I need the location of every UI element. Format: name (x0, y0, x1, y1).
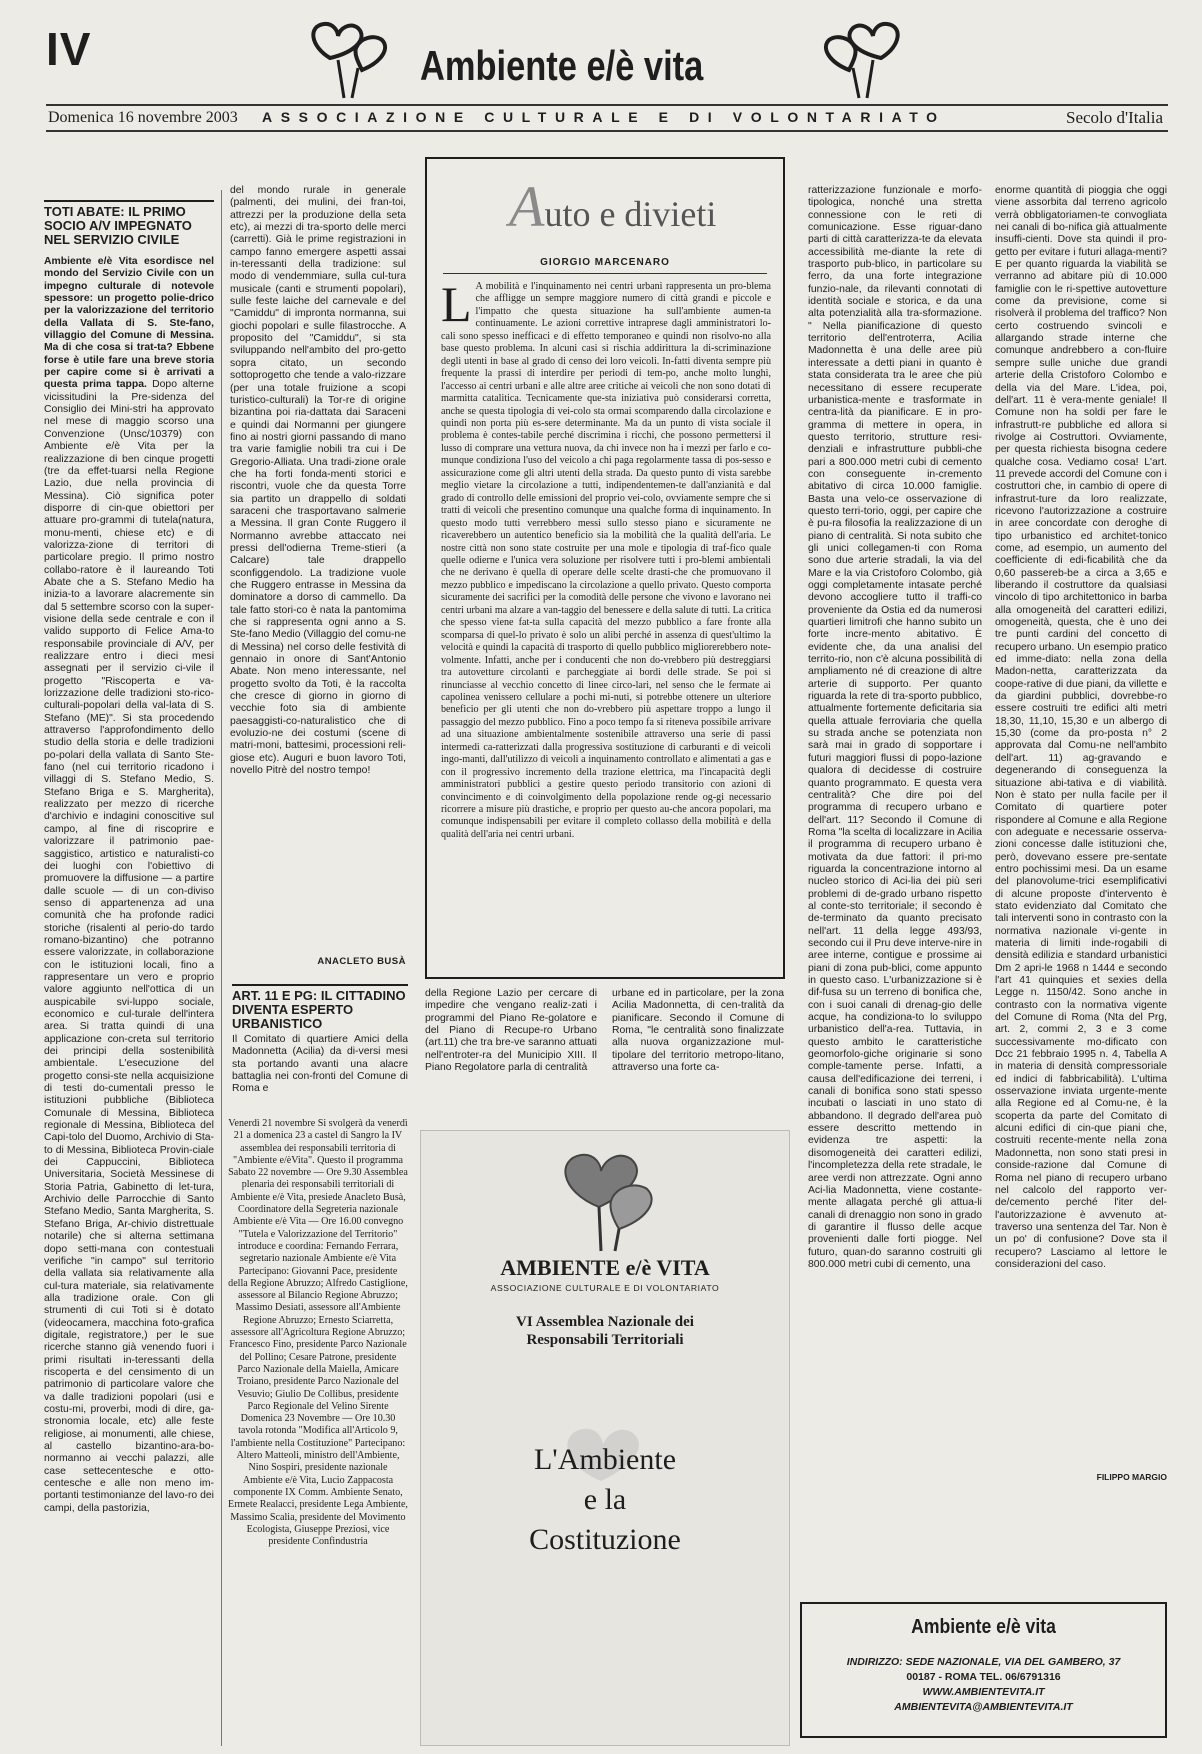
contact-title: Ambiente e/è vita (911, 1616, 1056, 1638)
article2-column3: urbane ed in particolare, per la zona Acilia Madonnetta, di cen-tralità da pianificare. Secondo il Comune di Roma, "le centralità sono finalizzate alla nuova organizzazione mul-tipolare del territorio metropo-litano, attraverso una forte ca- (612, 988, 784, 1074)
contact-address: INDIRIZZO: SEDE NAZIONALE, VIA DEL GAMBERO, 37 (846, 1656, 1121, 1668)
masthead-rule-bottom (46, 130, 1168, 132)
article1-lead: Ambiente e/è Vita esordisce nel mondo del Servizio Civile con un impegno culturale di notevole spessore: un progetto polie-drico per la valorizzazione del territorio della Vallata di S. Ste-fano, villaggio del Comune di Messina. Ma di che cosa si trat-ta? Ebbene forse è utile fare una breve storia per capire come si è arrivati a questa prima tappa. (44, 256, 214, 391)
advert-line3: Costituzione (529, 1523, 681, 1556)
assembly-advert (420, 1130, 790, 1746)
masthead-date: Domenica 16 novembre 2003 (48, 109, 238, 126)
editorial-author-rule (443, 273, 767, 274)
editorial-drop-cap: L (441, 281, 472, 332)
article2-author: FILIPPO MARGIO (1096, 1472, 1167, 1482)
assembly-program: Venerdì 21 novembre Si svolgerà da venerdì 21 a domenica 23 a castel di Sangro la IV assemblea dei responsabili territoria di "Ambiente e/èVita". Questo il programma Sabato 22 novembre — Ore 9.30 Assemblea plenaria dei responsabili territoriali di Ambiente e/è Vita, presiede Anacleto Busà, Coordinatore della Segreteria nazionale Ambiente e/è Vita — Ore 16.00 convegno "Tutela e Valorizzazione del Territorio" introduce e coordina: Fernando Ferrara, segretario nazionale Ambiente e/è Vita Partecipano: Giovanni Pace, presidente della Regione Abruzzo; Alfredo Castiglione, assessore al Bilancio Regione Abruzzo; Massimo Desiati, assessore all'Ambiente Regione Abruzzo; Ernesto Sciarretta, assessore all'Agricoltura Regione Abruzzo; Francesco Fino, presidente Parco Nazionale del Pollino; Cesare Patrone, presidente Parco Nazionale della Maiella, Amicare Troiano, presidente Parco Nazionale del Vesuvio; Giulio De Collibus, presidente Parco Regionale del Velino Sirente Domenica 23 Novembre — Ore 10.30 tavola rotonda "Modifica all'Articolo 9, l'ambiente nella Costituzione" Partecipano: Altero Matteoli, ministro dell'Ambiente, Nino Sospiri, presidente nazionale Ambiente e/è Vita, Lucio Zappacosta componente IX Comm. Ambiente Senato, Ermete Realacci, presidente Lega Ambiente, Massimo Scalia, presidente del Movimento Ecologista, Giuseppe Preziosi, vice presidente Confindustria (228, 1118, 408, 1548)
article1-author: ANACLETO BUSÀ (317, 956, 406, 967)
masthead-title: Ambiente e/è vita (420, 42, 704, 89)
masthead-publication: Secolo d'Italia (1066, 108, 1164, 127)
advert-brand-subtitle: ASSOCIAZIONE CULTURALE E DI VOLONTARIATO (490, 1283, 720, 1293)
contact-box (800, 1602, 1167, 1738)
editorial-body (441, 281, 771, 971)
contact-phone: 00187 - ROMA TEL. 06/6791316 (906, 1671, 1061, 1683)
contact-website[interactable]: WWW.AMBIENTEVITA.IT (922, 1686, 1045, 1698)
article1-headline: TOTI ABATE: IL PRIMO SOCIO A/V IMPEGNATO NEL SERVIZIO CIVILE (44, 200, 214, 247)
article2-column1: Il Comitato di quartiere Amici della Madonnetta (Acilia) da di-versi mesi sta portando avanti una alacre battaglia nei con-fronti del Comune di Roma e (232, 1034, 408, 1095)
editorial-title (509, 173, 716, 240)
article1-column2: del mondo rurale in generale (palmenti, dei mulini, dei fran-toi, attrezzi per la produzione della seta etc), ai mezzi di tra-sporto delle merci (carretti). Già le prime registrazioni in campo fanno emergere aspetti assai in-teressanti della tradizione: sul modo di vendemmiare, sulla cul-tura musicale (canti e strumenti popolari), sulle feste laiche del carnevale e del "Camiddu" di impronta normanna, sui giochi popolari e sulle filastrocche. A proposito del "Camiddu", si sta sviluppando nell'ambito del pro-getto sopra citato, un secondo sottoprogetto che tende a valo-rizzare (per una totale fruizione a scopi turistico-culturali) la Tor-re di origine bizantina poi ria-dattata dai Saraceni e quindi dai Normanni per giungere fino ai nostri giorni passando di mano tra varie famiglie nobili tra cui i De Gregorio-Alliata. Una tradi-zione orale che ha forti fonda-menti storici e riscontri, vuole che da questa Torre sia partito un drappello di soldati saraceni che trasportavano salmerie a Messina. Il gran Conte Ruggero il Normanno avrebbe attaccato nei pressi dell'odierna Treme-stieri (a Calcare) tale drappello sconfiggendolo. La tradizione vuole che Ruggero entrasse in Messina da dominatore a dorso di cammello. Da tale fatto stori-co è nata la pantomima che si rappresenta ogni anno a S. Ste-fano Medio (Villaggio del comu-ne di Messina) nel corso delle festività di gennaio in onore di Sant'Antonio Abate. Non meno interessante, nel progetto svolto da Toti, è la raccolta che cresce di giorno in giorno di vecchie foto sia di ambiente paesaggisti-co-naturalistico che di evoluzio-ne dei costumi (scene di matri-moni, battesimi, processioni reli-giose etc). Auguri e buon lavoro Toti, novello Pitrè del nostro tempo! (230, 185, 406, 777)
advert-brand: AMBIENTE e/è VITA (500, 1255, 710, 1280)
article2-headline: ART. 11 E PG: IL CITTADINO DIVENTA ESPERTO URBANISTICO (232, 984, 408, 1031)
editorial-author: GIORGIO MARCENARO (540, 257, 670, 268)
editorial-title-rest: uto e divieti (544, 194, 717, 234)
article2-column2: della Regione Lazio per cercare di impedire che vengano realiz-zati i programmi del Piano Re-golatore e del Piano di Recupe-ro Urbano (art.11) che tra bre-ve saranno attuati nell'entroter-ra del Municipio XIII. Il Piano Regolatore parla di centralità (425, 988, 597, 1074)
article1-body-col1: Dopo alterne vicissitudini la Pre-sidenza del Consiglio dei Mini-stri ha approvato nel mese di maggio scorso una Convenzione (Unsc/10379) con Ambiente e/è Vita per la realizzazione di ben cinque progetti (tre da effet-tuarsi nella Regione Lazio, due nella provincia di Messina). Ciò significa poter disporre di cin-que obiettori per attuare pro-grammi di tutela(natura, monu-menti, chiese etc) e di valorizza-zione di territori di particolare pregio. Il primo nostro collabo-ratore è il laureando Toti Abate che a S. Stefano Medio ha inizia-to a lavorare alacremente sin dal 5 settembre scorso con la super-visione della sede centrale e con il valido supporto di Felice Ama-to responsabile provinciale di A/V, per realizzare entro i dieci mesi assegnati per il servizio ci-vile il progetto "Riscoperta e va-lorizzazione delle tradizioni sto-rico-culturali-popolari della val-lata di S. Stefano (ME)". Si sta procedendo attraverso l'approfondimento dello studio della storia e delle tradizioni po-polari della vallata di Santo Ste-fano (nel cui territorio ricadono i villaggi di S. Stefano Medio, S. Stefano Briga e S. Margherita), realizzato per mezzo di ricerche d'archivio e indagini conoscitive sul campo, al fine di riscoprire e valorizzare il patrimonio pae-saggistico, artistico e naturalisti-co dei luoghi con l'obiettivo di promuovere la diffusione — a partire dalle scuole — di un con-diviso senso di appartenenza ad una comunità che ha profonde radici storiche (risalenti al perio-do tardo romano-bizantino) che potranno essere valorizzate, in collaborazione con le istituzioni locali, fino a rappresentare un vero e proprio valore aggiunto nell'ottica di un auspicabile svi-luppo sociale, economico e cul-turale dell'intera area. Si tratta quindi di una applicazione con-creta sul territorio dei principi della sostenibilità ambientale. L'esecuzione del progetto consi-ste nella acquisizione di testi do-cumentali presso le istituzioni pubbliche (Biblioteca Comunale di Messina, Biblioteca regionale di Messina, Biblioteca del Capi-tolo del Duomo, Archivio di Sta-to di Messina, Biblioteca Provin-ciale dei Cappuccini, Biblioteca Universitaria, Società Messinese di Storia Patria, Gabinetto di let-tura, Archivio delle Parrocchie di Santo Stefano Medio, Santa Margherita, S. Stefano Briga, Ar-chivio distrettuale notarile) che si alterna settimana dopo setti-mana con contestuali verifiche "in campo" sul territorio della vallata sia relativamente alla cul-tura materiale, sia relativamente alla tradizione orale. Con gli strumenti di cui Toti si è dotato (videocamera, macchina foto-grafica digitale, registratore,) per le sue ricerche stanno già venendo fuori i primi risultati in-teressanti della riscoperta e del censimento di un patrimonio di particolare valore che va dalle tradizioni popolari (usi e costu-mi, proverbi, modi di dire, ga-stronomia locale, etc) alle feste religiose, ai monumenti, alle chiese, al castello bizantino-ara-bo-normanno ai vecchi palazzi, alle case settecentesche e otto-centesche e alle non meno im-portanti testimonianze del lavo-ro dei campi, della pastorizia, (44, 379, 214, 1514)
editorial-title-initial: A (509, 174, 545, 239)
contact-email[interactable]: AMBIENTEVITA@AMBIENTEVITA.IT (894, 1701, 1073, 1713)
article1-column1 (44, 256, 214, 1746)
article2-column5: enorme quantità di pioggia che oggi viene assorbita dal terreno agricolo verrà obbligatoriamen-te convogliata nei canali di bo-nifica già attualmente insuffi-cienti. Dove sta quindi il pro-getto per evitare i futuri allaga-menti? E per quanto riguarda la viabilità se verranno ad abitare più di 10.000 famiglie con le ri-spettive autovetture come da previsione, come si risolverà il problema del traffico? Non certo costruendo svincoli e allargando strade interne che comunque andrebbero a con-fluire sempre sulle uniche due grandi arterie della Cristoforo Colombo e della via del Mare. L'idea, poi, dell'art. 11 è vera-mente geniale! Il Comune non ha soldi per fare le infrastrutt-re pubbliche ed allora si rivolge ai Costruttori. Ovviamente, per questa richiesta bisogna cedere qualche cosa. Vediamo cosa! L'art. 11 prevede accordi del Comune con i costruttori che, in cambio di opere di infrastrut-ture da loro realizzate, ricevono l'autorizzazione a costruire in aree concordate con deroghe di tipo urbanistico ed architet-tonico come, ad esempio, un aumento del coefficiente di edi-ficabilità che da 0,60 passereb-be a circa a 3,65 e liberando il costruttore da qualsiasi vincolo di tipo architettonico in barba alla omogeneità del caratteri edilizi, omogeneità, questa, che è uno dei tre punti cardini del concetto di recupero urbano. Un esempio pratico ed imme-diato: nella zona della Madon-netta, caratterizzata da coope-rative di due piani, da villette e da giardini pubblici, dovrebbe-ro essere costruiti tre edifici alti metri 18,30, 11,10, 15,30 e un albergo di 15,30 (come da pro-posta n° 2 approvata dal Comu-ne nell'ambito dell'art. 11) ag-gravando e degenerando di conseguenza la situazione abi-tativa e di viabilità. Non è stato per nulla facile per il Comitato di quartiere poter rispondere al Comune e alla Regione con adeguate e necessarie osserva-zioni concesse dalle istituzioni che, però, dovevano essere pre-sentate entro pochissimi mesi. Da un esame del planovolume-trici esemplificativi di alcune proposte d'intervento è stato evidenziato dal Comitato che tali interventi sono in contrasto con la normativa nazionale vi-gente in materia di limiti inde-rogabili di densità edilizia e standard urbanistici Dm 2 apri-le 1968 n 1444 e secondo l'art 41 quinquies et sexies della Legge n. 1150/42. Sono anche in contrasto con la normativa vigente del Comune di Roma (Nta del Prg, art. 2, commi 2, 3 e 3 come successivamente mo-dificato con Dcc 21 febbraio 1995 n. 4, Tabella A in materia di densità compressoriale ed indici di fabbricabilità). L'ultima osservazione inviata urgente-mente alla Regione ed al Comu-ne, è la scoperta da parte del Comitato di alcuni edifici di cin-que piani che, costruiti recente-mente nella zona Madonnetta, non sono stati presi in conside-razione dal Comune di Roma nel piano di recupero urbano nel calcolo del rapporto ver-de/cemento perché l'iter del-l'autorizzazione è avvenuto at-traverso una sentenza del Tar. Non è un po' di confusione? Dove sta il recupero? Lasciamo al lettore le considerazioni del caso. (995, 185, 1167, 1270)
hearts-logo-left-icon (300, 18, 396, 100)
editorial-text: A mobilità e l'inquinamento nei centri urbani rappresenta un pro-blema che affligge un sempre maggiore numero di città grandi e piccole e l'impatto che questa situazione ha sull'ambiente aumen-ta continuamente. Le azioni correttive intraprese dagli amministratori lo-cali sono spesso inefficaci e di effetto temporaneo e quindi non risolvo-no alla base questo problema. In alcuni casi si rischia addirittura la di-scriminazione degli utenti in base al grado di censo dei loro veicoli. In-fatti diventa sempre più frequente la prassi di interdire per periodi di tem-po, anche molto lunghi, l'accesso ai centri urbani e alle altre aree critiche ai veicoli che non sono dotati di marmitta catalitica. Tecnicamente que-sta iniziativa può considerarsi corretta, anche se questa tipologia di vei-colo sta ormai scomparendo dalla circolazione e quindi non porta più es-sere determinante. Ma da un punto di vista sociale il problema è contes-tabile perché discrimina i ricchi, che possono permettersi il lusso di comprare una vettura nuova, da chi invece non ha i mezzi per farlo e co-munque condiziona l'uso del veicolo a chi paga regolarmente tassa di pos-sesso e assicurazione come gli altri utenti della strada. Da questo punto di vista sarebbe meglio vietare la circolazione a tutti, indipendentemen-te dall'anzianità e dal grado di controllo delle emissioni del proprio vei-colo, ovviamente sempre che si tratti di veicoli che presentino comunque una qualche forma di inquinamento. In questo modo tutti verrebbero messi sullo stesso piano e sicuramente ne ricaverebbero un autentico beneficio sia la mobilità che la qualità dell'aria. Le nostre città non sono state costruite per una mole e tipologia di traf-fico quale quelle odierne e l'unica vera soluzione per risolvere tutti i pro-blemi ambientali che ne derivano è quella di operare delle scelte drasti-che che promuovano il mezzo pubblico e impediscano la circolazione a quello privato. Questo comporta sicuramente dei sacrifici per la comodità delle persone che vivono e lavorano nei centri urbani ma alzare a van-taggio del benessere e della salute di tutti. La critica che spesso viene fat-ta sulla capacità del mezzo pubblico a fare fronte alla scomparsa di quel-lo privato è solo un alibi perché in assenza di quest'ultimo la velocità e quindi la capacità di trasporto di quello pubblico migliorerebbero note-volmente. Infatti, anche per i conducenti che non do-vrebbero più destreggiarsi tra autovetture circolanti e parcheggiate ai bordi delle strade. Se poi si rinunciasse al vecchio concetto di linee circo-lari, nel senso che le fermate ai capolinea venissero cellulare a pochi mi-nuti, si potrebbe ottenere un ulteriore beneficio per gli utenti che non do-vrebbero più aspettare troppo a lungo il passaggio del mezzo pubblico. Fino a poco tempo fa si riteneva possibile arrivare ad una situazione ambientalmente sostenibile attraverso una serie di passi intermedi ca-ratterizzati dalla progressiva sostituzione di carburanti e di veicoli ingo-manti, dall'utilizzo di veicoli a inquinamento controllato e alimentati a gas e con il progressivo incremento della trazione elettrica, ma l'incapacità degli amministratori pubblici a gestire questo periodo transitorio con azioni di convincimento e di coinvolgimento della popolazione rende og-gi necessario ricorrere a misure più drastiche, e proprio per questo au-che ancora popolari, ma comunque indispensabili per evitare il completo collasso della mobilità e della qualità dell'aria nei centri urbani. (441, 281, 771, 840)
masthead-subtitle: ASSOCIAZIONE CULTURALE E DI VOLONTARIATO (262, 109, 946, 125)
hearts-logo-icon (539, 1147, 669, 1257)
page-number: IV (46, 23, 92, 75)
advert-line2: e la (583, 1483, 627, 1516)
hearts-logo-right-icon (815, 18, 911, 100)
masthead-rule-top (46, 104, 1168, 106)
advert-line1: L'Ambiente (533, 1443, 677, 1476)
advert-event: VI Assemblea Nazionale dei Responsabili Territoriali (516, 1314, 694, 1348)
editorial-box (425, 157, 785, 979)
article2-column4: ratterizzazione funzionale e morfo-tipologica, nonché una stretta connessione con le reti di comunicazione. Esse riguar-dano parti di città caratterizza-te da elevata accessibilità me-diante la rete di trasporto pub-blico, in particolare su ferro, da una forte integrazione funzio-nale, da rilevanti connotati di identità sociale e storica, e da una alta potenzialità alla tra-sformazione. " Nella pianificazione di questo territorio dell'entroterra, Acilia Madonnetta è una delle aree più interessate a detti piani in quanto è stata considerata tra le aree che più necessitano di essere recuperate urbanistica-mente e trasformate in centra-lità da pianificare. E in pro-gramma di mettere in opera, in questo territorio, strutture resi-denziali e infrastrutture pubbli-che pari a 800.000 metri cubi di cemento con conseguente in-cremento abitativo di circa 10.000 famiglie. Basta una velo-ce osservazione di questo terri-torio, oggi, per capire che è pu-ra filosofia la realizzazione di un piano di centralità. Si nota subito che gli unici collegamen-ti con Roma sono due arterie stradali, la via del Mare e la via Cristoforo Colombo, già oggi completamente intasate perché devono accogliere tutto il traffi-co proveniente da Ostia ed da numerosi quartieri limitrofi che hanno subito un forte incre-mento abitativo. È evidente che, da una analisi del territo-rio, non c'è alcuna possibilità di ampliamento né di creazione di altre arterie di supporto. Per quanto riguarda la rete di tra-sporto pubblico, attualmente fortemente deficitaria sia quella attuale ferroviaria che quella su strada anche se potenziata non sarà mai in grado di sopportare i futuri maggiori flussi di popo-lazione qualora di decidesse di costruire quanto programmato. E questa vera centralità? Che dire poi del programma di recupero urbano e dell'art. 11? Secondo il Comune di Roma "la scelta di localizzare in Acilia il programma di recupero urbano è motivata da due fattori: il pri-mo riguarda la concentrazione intorno al nucleo storico di Aci-lia dei più seri problemi di de-grado urbano rispetto al conte-sto territoriale; il secondo è de-terminato da quanto precisato nell'art. 11 della legge 493/93, secondo cui il Pru deve interve-nire in aree interne, contigue e prossime ai piani di zona pub-blici, come appunto in questo caso. L'urbanizzazione si è dif-fusa su un terreno di bonifica che, con i suoi canali di drenag-gio delle acque, ha condiziona-to lo sviluppo urbanistico dell'a-rea. Tuttavia, in questo ambito le caratteristiche geomorfolo-giche originarie si sono comple-tamente perse. Infatti, a causa dell'edificazione dei terreni, i canali di bonifica sono stati spesso incubati o lasciati in uno stato di abbandono. Il degrado dell'area può essere descritto mettendo in evidenza tre aspetti: la disomogeneità dei caratteri edilizi, l'incompletezza della rete stradale, le aree verdi non attrezzate. Ogni anno Aci-lia Madonnetta, viene costante-mente allagata perché gli attua-li canali di drenaggio non sono in grado di garantire il flusso delle acque provenienti dalle forti piogge. Nel futuro, quan-do saranno costruiti gli 800.000 metri cubi di cemento, una (808, 185, 982, 1270)
column-divider (221, 190, 222, 1746)
